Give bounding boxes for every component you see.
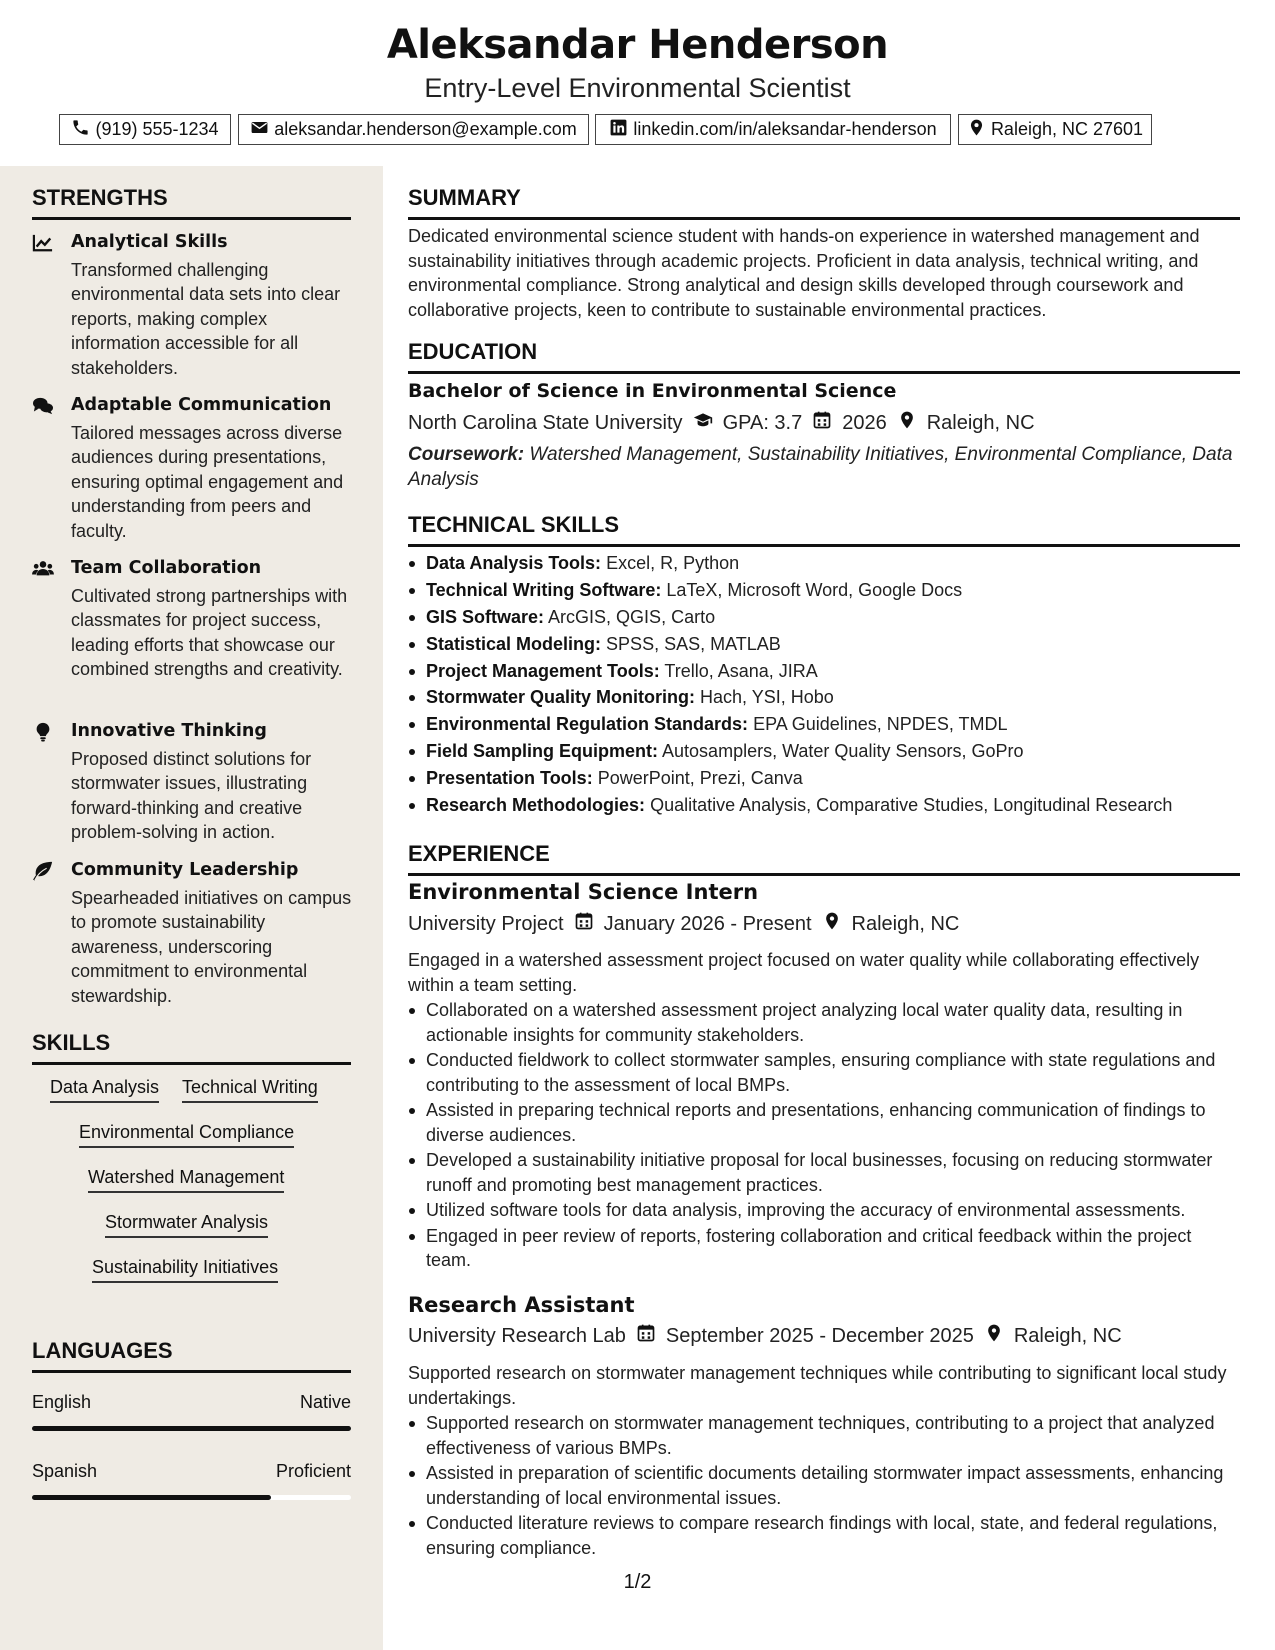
- strengths-heading: STRENGTHS: [32, 185, 351, 220]
- tech-skill-item: Statistical Modeling: SPSS, SAS, MATLAB: [408, 632, 1240, 657]
- strength-text: Transformed challenging environmental data sets into clear reports, making complex information accessible for all stakeholders.: [71, 260, 341, 378]
- linkedin-icon: [609, 118, 628, 142]
- strength-title: Innovative Thinking: [71, 721, 267, 741]
- map-pin-icon: [822, 911, 842, 937]
- coursework-label: Coursework:: [408, 444, 525, 465]
- contact-linkedin-text: linkedin.com/in/aleksandar-henderson: [633, 119, 937, 139]
- users-icon: [32, 559, 56, 579]
- strength-text: Spearheaded initiatives on campus to promote sustainability awareness, underscoring commitment to environmental stewardship.: [71, 888, 352, 1006]
- main-content: [408, 166, 1240, 1650]
- phone-icon: [71, 118, 90, 142]
- contact-email[interactable]: [238, 114, 589, 145]
- job-bullets: [408, 1411, 1240, 1561]
- language-level: Proficient: [275, 1461, 351, 1481]
- job-meta: [408, 1323, 1122, 1349]
- tech-skill-item: Technical Writing Software: LaTeX, Microsoft Word, Google Docs: [408, 578, 1240, 603]
- tech-skill-item: Project Management Tools: Trello, Asana, JIRA: [408, 659, 1240, 684]
- envelope-icon: [250, 118, 269, 142]
- language-name: Spanish: [32, 1461, 98, 1481]
- language-level: Native: [299, 1392, 351, 1412]
- language-name: English: [32, 1392, 92, 1412]
- job-bullet: Conducted fieldwork to collect stormwater samples, ensuring compliance with state regulations and contributing to the assessment of local BMPs.: [408, 1048, 1240, 1097]
- tech-skill-item: Presentation Tools: PowerPoint, Prezi, Canva: [408, 766, 1240, 791]
- comments-icon: [32, 396, 56, 416]
- skill-chip: Sustainability Initiatives: [92, 1257, 278, 1283]
- language-proficiency-fill: [32, 1495, 271, 1500]
- skill-chip: Data Analysis: [50, 1077, 159, 1103]
- job-bullets: [408, 998, 1240, 1274]
- contact-linkedin[interactable]: [595, 114, 951, 145]
- job-bullet: Supported research on stormwater management techniques, contributing to a project that analyzed effectiveness of various BMPs.: [408, 1411, 1240, 1460]
- candidate-name: Aleksandar Henderson: [386, 22, 889, 68]
- job-bullet: Conducted literature reviews to compare research findings with local, state, and federal regulations, ensuring compliance.: [408, 1511, 1240, 1560]
- map-pin-icon: [897, 410, 917, 436]
- candidate-title: Entry-Level Environmental Scientist: [424, 73, 851, 103]
- strength-text: Cultivated strong partnerships with classmates for project success, leading efforts that showcase our combined strengths and creativity.: [71, 586, 348, 680]
- job-bullet: Assisted in preparation of scientific documents detailing stormwater impact assessments, enhancing understanding of local environmental issues.: [408, 1461, 1240, 1510]
- job-title: Environmental Science Intern: [408, 880, 759, 904]
- tech-skill-item: Data Analysis Tools: Excel, R, Python: [408, 551, 1240, 576]
- tech-skill-item: Field Sampling Equipment: Autosamplers, Water Quality Sensors, GoPro: [408, 739, 1240, 764]
- job-bullet: Utilized software tools for data analysis, improving the accuracy of environmental assessments.: [408, 1198, 1240, 1223]
- job-location: Raleigh, NC: [851, 912, 960, 935]
- job-dates: September 2025 - December 2025: [665, 1324, 974, 1347]
- job-summary: Supported research on stormwater management techniques while contributing to significant local study undertakings.: [408, 1363, 1227, 1408]
- resume-header: [0, 0, 1275, 166]
- language-proficiency-fill: [32, 1426, 351, 1431]
- calendar-icon: [812, 410, 832, 436]
- map-pin-icon: [967, 118, 986, 142]
- skill-chip: Technical Writing: [182, 1077, 318, 1103]
- contact-email-text: aleksandar.henderson@example.com: [274, 119, 577, 139]
- page-number: 1/2: [623, 1571, 652, 1593]
- technical-skills-list: [408, 551, 1240, 820]
- job-organization: University Project: [408, 912, 564, 935]
- coursework-line: [408, 443, 1240, 492]
- graduation-cap-icon: [693, 410, 713, 436]
- strength-text: Proposed distinct solutions for stormwater issues, illustrating forward-thinking and creative problem-solving in action.: [71, 749, 312, 843]
- strength-title: Team Collaboration: [71, 558, 262, 578]
- job-dates: January 2026 - Present: [603, 912, 812, 935]
- skill-chip: Stormwater Analysis: [105, 1212, 268, 1238]
- tech-skill-item: GIS Software: ArcGIS, QGIS, Carto: [408, 605, 1240, 630]
- gpa-text: GPA: 3.7: [722, 411, 803, 434]
- tech-skill-item: Stormwater Quality Monitoring: Hach, YSI, Hobo: [408, 685, 1240, 710]
- contact-location-text: Raleigh, NC 27601: [990, 119, 1144, 139]
- job-summary: Engaged in a watershed assessment project focused on water quality while collaborating effectively within a team setting.: [408, 950, 1200, 995]
- skill-chip: Environmental Compliance: [79, 1122, 294, 1148]
- job-bullet: Developed a sustainability initiative proposal for local businesses, focusing on reducing stormwater runoff and promoting best management practices.: [408, 1148, 1240, 1197]
- degree-title: Bachelor of Science in Environmental Science: [408, 380, 897, 402]
- contact-phone-text: (919) 555-1234: [95, 119, 219, 139]
- graduation-year: 2026: [842, 411, 887, 434]
- experience-heading: EXPERIENCE: [408, 841, 1240, 876]
- map-pin-icon: [984, 1323, 1004, 1349]
- calendar-icon: [574, 911, 594, 937]
- languages-heading: LANGUAGES: [32, 1338, 351, 1373]
- contact-bar: [59, 114, 1211, 145]
- skill-chip: Watershed Management: [88, 1167, 284, 1193]
- summary-text: Dedicated environmental science student with hands-on experience in watershed management and sustainability initiatives through academic projects. Proficient in data analysis, technical writing, and environmental compliance. Strong analytical and design skills developed through coursework and collaborative projects, keen to contribute to sustainable environmental practices.: [408, 226, 1200, 320]
- tech-skill-item: Research Methodologies: Qualitative Analysis, Comparative Studies, Longitudinal Research: [408, 793, 1240, 818]
- job-location: Raleigh, NC: [1013, 1324, 1122, 1347]
- contact-phone[interactable]: [59, 114, 231, 145]
- calendar-icon: [636, 1323, 656, 1349]
- skills-heading: SKILLS: [32, 1030, 351, 1065]
- leaf-icon: [32, 861, 56, 881]
- sidebar: [0, 166, 383, 1650]
- lightbulb-icon: [32, 722, 56, 742]
- strength-title: Analytical Skills: [71, 232, 228, 252]
- coursework-text: Watershed Management, Sustainability Initiatives, Environmental Compliance, Data Analysis: [408, 444, 1233, 490]
- job-meta: [408, 911, 959, 937]
- education-heading: EDUCATION: [408, 339, 1240, 374]
- line-chart-icon: [32, 233, 56, 253]
- education-meta: [408, 410, 1035, 436]
- technical-skills-heading: TECHNICAL SKILLS: [408, 512, 1240, 547]
- strength-title: Adaptable Communication: [71, 395, 332, 415]
- job-bullet: Engaged in peer review of reports, fostering collaboration and critical feedback within the project team.: [408, 1224, 1240, 1273]
- strength-title: Community Leadership: [71, 860, 299, 880]
- job-organization: University Research Lab: [408, 1324, 626, 1347]
- school-name: North Carolina State University: [408, 411, 683, 434]
- contact-location: [958, 114, 1152, 145]
- strength-text: Tailored messages across diverse audiences during presentations, ensuring optimal engagement and understanding from peers and faculty.: [71, 423, 344, 541]
- job-bullet: Assisted in preparing technical reports and presentations, enhancing communication of findings to diverse audiences.: [408, 1098, 1240, 1147]
- language-proficiency-bar: [32, 1426, 351, 1431]
- job-title: Research Assistant: [408, 1293, 635, 1317]
- job-bullet: Collaborated on a watershed assessment project analyzing local water quality data, resulting in actionable insights for community stakeholders.: [408, 998, 1240, 1047]
- summary-heading: SUMMARY: [408, 185, 1240, 220]
- language-proficiency-bar: [32, 1495, 351, 1500]
- tech-skill-item: Environmental Regulation Standards: EPA Guidelines, NPDES, TMDL: [408, 712, 1240, 737]
- education-location: Raleigh, NC: [926, 411, 1035, 434]
